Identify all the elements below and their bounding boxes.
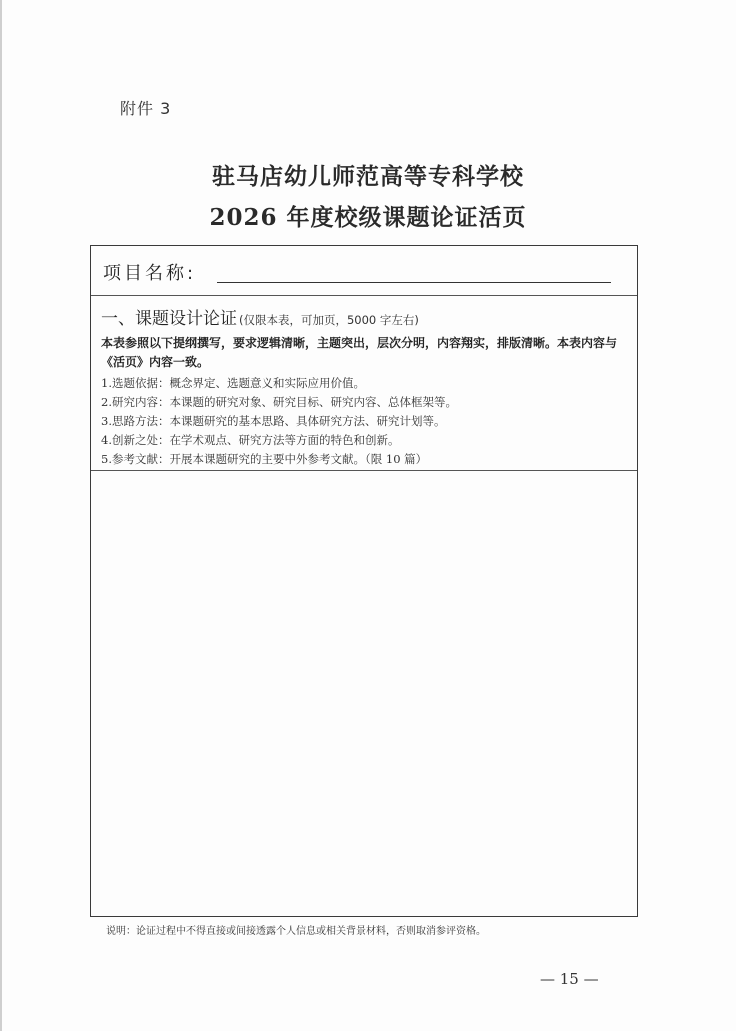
footnote: 说明：论证过程中不得直接或间接透露个人信息或相关背景材料，否则取消参评资格。 xyxy=(106,926,486,937)
outline-item-methods: 3.思路方法：本课题研究的基本思路、具体研究方法、研究计划等。 xyxy=(101,414,446,428)
page-number: — 15 — xyxy=(540,970,599,988)
demonstration-form xyxy=(90,245,638,917)
document-title-school: 驻马店幼儿师范高等专科学校 xyxy=(212,163,524,190)
attachment-label: 附件 3 xyxy=(120,99,172,118)
outline-list xyxy=(101,374,629,469)
section-note: (仅限本表，可加页，5000 字左右) xyxy=(239,313,419,327)
project-name-field[interactable] xyxy=(217,282,611,283)
project-name-row xyxy=(91,246,637,296)
outline-item-references: 5.参考文献：开展本课题研究的主要中外参考文献。（限 10 篇） xyxy=(101,452,428,466)
content-writing-area[interactable] xyxy=(91,471,637,916)
section-title: 一、课题设计论证 xyxy=(101,309,237,329)
guide-instructions: 本表参照以下提纲撰写，要求逻辑清晰，主题突出，层次分明，内容翔实，排版清晰。本表内容与《活页》内容一致。 xyxy=(101,336,618,369)
project-name-label: 项目名称: xyxy=(103,263,197,284)
outline-item-basis: 1.选题依据：概念界定、选题意义和实际应用价值。 xyxy=(101,376,365,390)
document-title-form: 2026 年度校级课题论证活页 xyxy=(209,204,527,231)
section-heading xyxy=(101,304,419,329)
scan-edge xyxy=(0,0,2,1031)
outline-item-content: 2.研究内容：本课题的研究对象、研究目标、研究内容、总体框架等。 xyxy=(101,395,457,409)
outline-item-innovation: 4.创新之处：在学术观点、研究方法等方面的特色和创新。 xyxy=(101,433,400,447)
design-demonstration-guide xyxy=(91,296,637,471)
